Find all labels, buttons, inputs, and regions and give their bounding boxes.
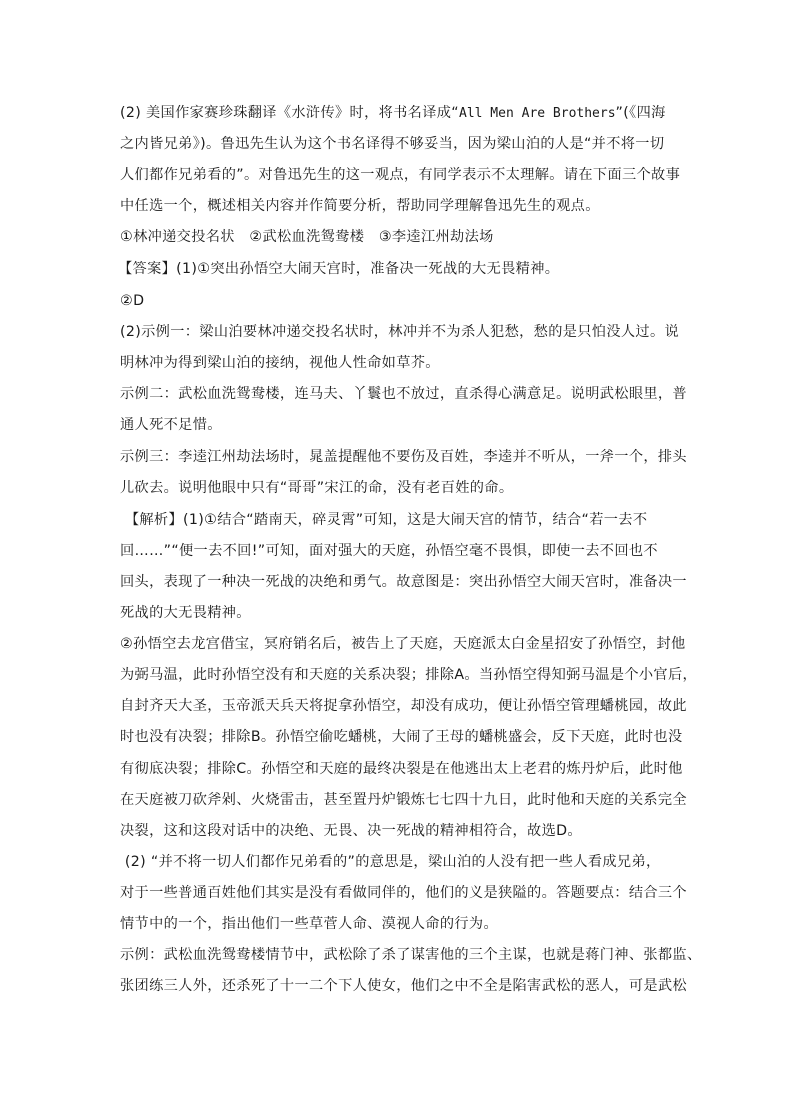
analysis-line-12: (2) “并不将一切人们都作兄弟看的”的意思是，梁山泊的人没有把一些人看成兄弟，	[120, 854, 661, 870]
answer-line-2: ②D	[120, 293, 145, 309]
answer-line-1: 【答案】(1)①突出孙悟空大闹天宫时，准备决一死战的大无畏精神。	[118, 261, 560, 277]
analysis-line-4: 死战的大无畏精神。	[120, 605, 251, 621]
answer-line-5: 示例二：武松血洗鸳鸯楼，连马夫、丫鬟也不放过，直杀得心满意足。说明武松眼里，普	[120, 386, 687, 402]
question-options: ①林冲递交投名状 ②武松血洗鸳鸯楼 ③李逵江州劫法场	[120, 229, 494, 245]
answer-line-6: 通人死不足惜。	[120, 417, 222, 433]
english-title: All Men Are Brothers	[459, 106, 616, 121]
analysis-line-7: 自封齐天大圣，玉帝派天兵天将捉拿孙悟空，却没有成功，便让孙悟空管理蟠桃园，故此	[120, 698, 687, 714]
question-line-3: 人们都作兄弟看的”。对鲁迅先生的这一观点，有同学表示不太理解。请在下面三个故事	[120, 167, 681, 183]
answer-line-8: 儿砍去。说明他眼中只有“哥哥”宋江的命，没有老百姓的命。	[120, 480, 514, 496]
analysis-line-10: 在天庭被刀砍斧剁、火烧雷击，甚至置丹炉锻炼七七四十九日，此时他和天庭的关系完全	[120, 792, 687, 808]
analysis-line-11: 决裂，这和这段对话中的决绝、无畏、决一死战的精神相符合，故选D。	[120, 823, 582, 839]
analysis-line-15: 示例：武松血洗鸳鸯楼情节中，武松除了杀了谋害他的三个主谋，也就是蒋门神、张都监、	[120, 947, 702, 963]
analysis-line-5: ②孙悟空去龙宫借宝，冥府销名后，被告上了天庭，天庭派太白金星招安了孙悟空，封他	[120, 636, 686, 652]
analysis-line-2: 回……”“便一去不回!”可知，面对强大的天庭，孙悟空毫不畏惧，即使一去不回也不	[120, 543, 658, 559]
question-line-1-tail: ”(《四海	[615, 105, 666, 121]
analysis-line-3: 回头，表现了一种决一死战的决绝和勇气。故意图是：突出孙悟空大闹天宫时，准备决一	[120, 574, 687, 590]
question-line-1-text: (2) 美国作家赛珍珠翻译《水浒传》时，将书名译成“	[120, 105, 459, 121]
analysis-line-16: 张团练三人外，还杀死了十一二个下人使女，他们之中不全是陷害武松的恶人，可是武松	[120, 978, 687, 994]
analysis-line-14: 情节中的一个，指出他们一些草菅人命、漠视人命的行为。	[120, 916, 498, 932]
answer-line-4: 明林冲为得到梁山泊的接纳，视他人性命如草芥。	[120, 355, 440, 371]
analysis-line-9: 有彻底决裂；排除C。孙悟空和天庭的最终决裂是在他逃出太上老君的炼丹炉后，此时他	[120, 761, 683, 777]
question-line-4: 中任选一个，概述相关内容并作简要分析，帮助同学理解鲁迅先生的观点。	[120, 198, 600, 214]
analysis-line-8: 时也没有决裂；排除B。孙悟空偷吃蟠桃，大闹了王母的蟠桃盛会，反下天庭，此时也没	[120, 729, 683, 745]
analysis-line-1: 【解析】(1)①结合“踏南天，碎灵霄”可知，这是大闹天宫的情节，结合“若一去不	[120, 512, 648, 528]
answer-line-7: 示例三：李逵江州劫法场时，晁盖提醒他不要伤及百姓，李逵并不听从，一斧一个，排头	[120, 449, 687, 465]
analysis-line-6: 为弼马温，此时孙悟空没有和天庭的关系决裂；排除A。当孙悟空得知弼马温是个小官后，	[120, 667, 698, 683]
question-line-1	[120, 103, 666, 124]
question-line-2: 之内皆兄弟》)。鲁迅先生认为这个书名译得不够妥当，因为梁山泊的人是“并不将一切	[120, 136, 665, 152]
answer-line-3: (2)示例一：梁山泊要林冲递交投名状时，林冲并不为杀人犯愁，愁的是只怕没人过。说	[120, 324, 680, 340]
analysis-line-13: 对于一些普通百姓他们其实是没有看做同伴的，他们的义是狭隘的。答题要点：结合三个	[120, 885, 687, 901]
